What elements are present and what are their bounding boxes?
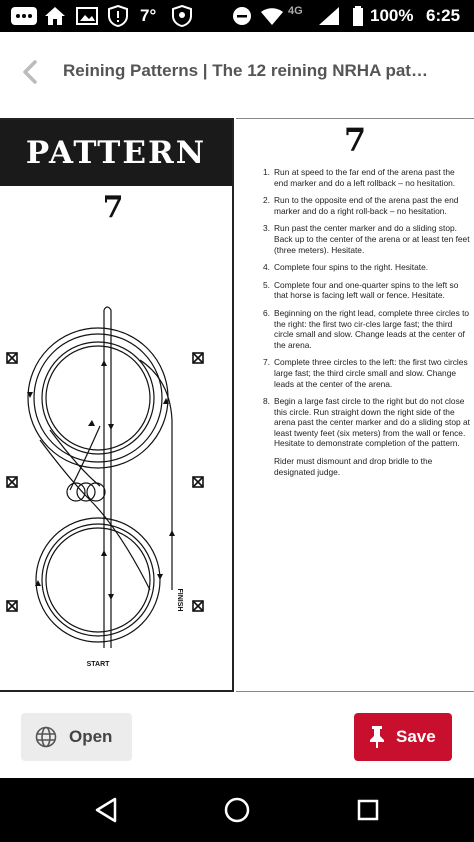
pattern-number-right: 7 xyxy=(343,121,367,159)
open-button-label: Open xyxy=(69,727,113,746)
nav-back-button[interactable] xyxy=(86,790,126,830)
battery-icon xyxy=(352,0,364,32)
wifi-icon xyxy=(260,0,284,32)
pattern-steps xyxy=(258,167,470,477)
network-type-text: 4G xyxy=(288,5,303,17)
battery-percent-text: 100% xyxy=(370,6,414,25)
temperature-text: 7° xyxy=(140,6,157,25)
circle-home-icon xyxy=(223,796,251,824)
pattern-step: 6. Beginning on the right lead, complete three circles to the right: the first two cir-cles large fast; the third circle small and slow. Change leads at the center of the arena. xyxy=(263,307,470,350)
pattern-banner xyxy=(0,120,232,186)
start-label: START xyxy=(86,661,110,668)
pattern-instructions-panel xyxy=(236,118,474,692)
page-title: Reining Patterns | The 12 reining NRHA pat… xyxy=(63,61,428,80)
pattern-step: 7. Complete three circles to the left: the first two circles large fast; the third circle small and slow. Change leads at the center of the arena. xyxy=(263,357,468,389)
pattern-step: 5. Complete four and one-quarter spins to the left so that horse is facing left wall or fence. Hesitate. xyxy=(263,279,459,301)
image-notification-icon xyxy=(76,0,98,32)
signal-icon xyxy=(318,0,340,32)
pushpin-icon xyxy=(368,725,386,749)
pattern-step: 4. Complete four spins to the right. Hesitate. xyxy=(263,262,429,273)
pattern-step: 3. Run past the center marker and do a sliding stop. Back up to the center of the arena or at least ten feet (three meters). Hesitate. xyxy=(263,223,470,255)
pattern-number-left: 7 xyxy=(102,190,124,225)
do-not-disturb-icon xyxy=(232,0,252,32)
pattern-banner-text: PATTERN xyxy=(25,135,207,171)
alert-shield-icon xyxy=(108,0,128,32)
clock-text: 6:25 xyxy=(426,6,461,25)
security-shield-icon xyxy=(172,0,192,32)
pattern-diagram-panel xyxy=(0,118,234,692)
nav-home-button[interactable] xyxy=(217,790,257,830)
save-button-label: Save xyxy=(396,727,436,746)
system-nav-bar xyxy=(0,778,474,842)
pattern-diagram xyxy=(0,300,230,680)
status-bar xyxy=(0,0,474,32)
square-recents-icon xyxy=(356,798,380,822)
pin-image[interactable] xyxy=(0,114,474,696)
nav-recents-button[interactable] xyxy=(348,790,388,830)
pattern-note: Rider must dismount and drop bridle to the designated judge. xyxy=(274,456,433,477)
app-bar xyxy=(0,32,474,114)
home-notification-icon xyxy=(44,0,66,32)
back-button[interactable] xyxy=(12,54,48,90)
triangle-back-icon xyxy=(94,797,118,823)
pattern-step: 2. Run to the opposite end of the arena past the end marker and do a right roll-back – no hesitation. xyxy=(263,195,459,216)
open-button[interactable] xyxy=(21,713,132,761)
globe-icon xyxy=(35,726,57,748)
save-button[interactable] xyxy=(354,713,452,761)
finish-label: FINISH xyxy=(176,588,183,612)
pattern-step: 8. Begin a large fast circle to the right but do not close this circle. Run straight down the right side of the arena past the center marker and do a sliding stop at least twenty feet (six meters) from the wall or fence. Hesitate to demonstrate completion of the pattern. xyxy=(263,396,470,449)
pattern-step: 1. Run at speed to the far end of the arena past the end marker and do a left rollback – no hesitation. xyxy=(263,167,456,188)
message-icon xyxy=(10,0,38,32)
chevron-left-icon xyxy=(22,60,38,84)
pin-actions xyxy=(0,696,474,778)
